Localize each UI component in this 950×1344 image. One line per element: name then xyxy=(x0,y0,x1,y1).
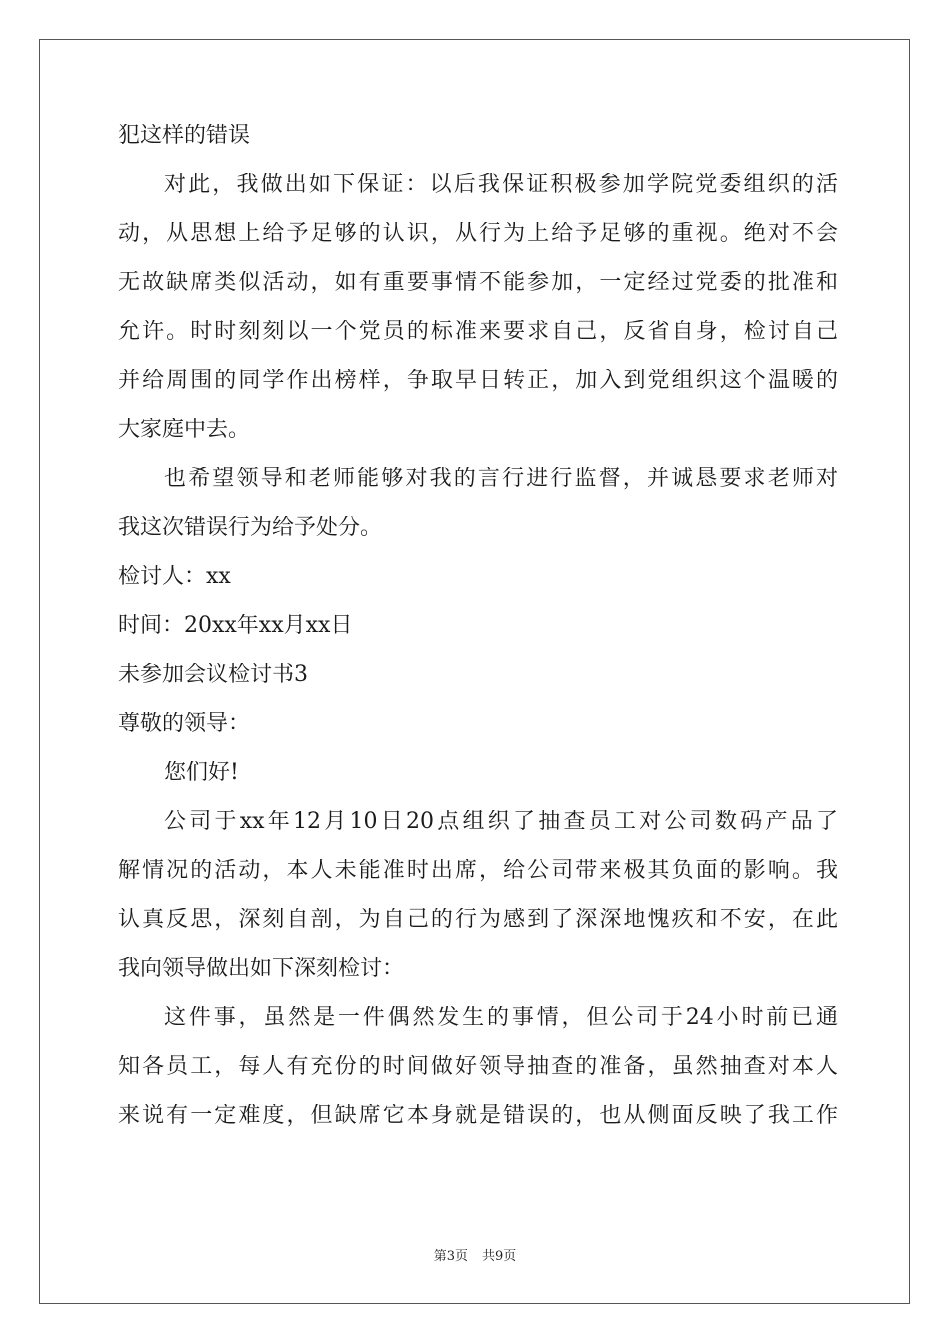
paragraph-line: 也希望领导和老师能够对我的言行进行监督，并诚恳要求老师对 xyxy=(164,467,838,491)
section-title: 未参加会议检讨书3 xyxy=(118,663,308,687)
salutation: 尊敬的领导： xyxy=(118,712,251,736)
paragraph-line: 知各员工，每人有充份的时间做好领导抽查的准备，虽然抽查对本人 xyxy=(118,1055,838,1079)
document-body xyxy=(118,124,838,1153)
paragraph-line: 大家庭中去。 xyxy=(118,418,251,442)
page-total: 共9页 xyxy=(482,1249,517,1264)
page-footer xyxy=(0,1249,950,1265)
paragraph-line: 动，从思想上给予足够的认识，从行为上给予足够的重视。绝对不会 xyxy=(118,222,838,246)
text-line: 犯这样的错误 xyxy=(118,124,251,148)
paragraph-line: 并给周围的同学作出榜样，争取早日转正，加入到党组织这个温暖的 xyxy=(118,369,838,393)
page-number: 第3页 xyxy=(433,1249,468,1264)
paragraph-line: 无故缺席类似活动，如有重要事情不能参加，一定经过党委的批准和 xyxy=(118,271,838,295)
paragraph-line: 公司于xx年12月10日20点组织了抽查员工对公司数码产品了 xyxy=(164,810,838,834)
paragraph-line: 允许。时时刻刻以一个党员的标准来要求自己，反省自身，检讨自己 xyxy=(118,320,838,344)
paragraph-line: 对此，我做出如下保证：以后我保证积极参加学院党委组织的活 xyxy=(164,173,838,197)
paragraph-line: 认真反思，深刻自剖，为自己的行为感到了深深地愧疚和不安，在此 xyxy=(118,908,838,932)
paragraph-line: 解情况的活动，本人未能准时出席，给公司带来极其负面的影响。我 xyxy=(118,859,838,883)
date-line: 时间：20xx年xx月xx日 xyxy=(118,614,353,638)
paragraph-line: 来说有一定难度，但缺席它本身就是错误的，也从侧面反映了我工作 xyxy=(118,1104,838,1128)
paragraph-line: 这件事，虽然是一件偶然发生的事情，但公司于24小时前已通 xyxy=(164,1006,838,1030)
paragraph-line: 我这次错误行为给予处分。 xyxy=(118,516,383,540)
signer-line: 检讨人：xx xyxy=(118,565,231,589)
greeting: 您们好! xyxy=(164,761,239,785)
paragraph-line: 我向领导做出如下深刻检讨： xyxy=(118,957,405,981)
